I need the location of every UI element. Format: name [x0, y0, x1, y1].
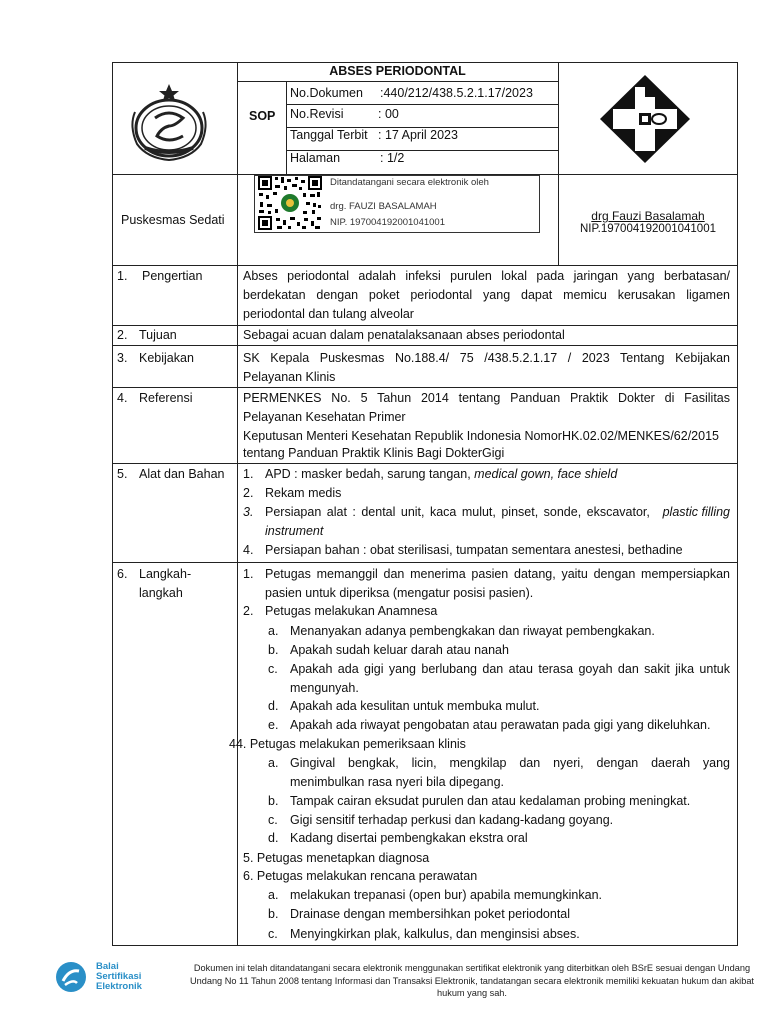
substep-text: Apakah sudah keluar darah atau nanah	[290, 643, 509, 657]
doc-number-value: :440/212/438.5.2.1.17/2023	[380, 86, 533, 100]
section-label-langkah: Langkah-	[139, 567, 192, 581]
regency-seal-icon	[125, 82, 213, 162]
footer-line: hukum yang sah.	[437, 988, 507, 998]
item-text-italic: medical gown, face shield	[474, 467, 618, 481]
list-item: Rekam medis	[265, 486, 342, 500]
sop-label: SOP	[249, 109, 276, 123]
referensi-line: Keputusan Menteri Kesehatan Republik Indonesia NomorHK.02.02/MENKES/62/2015	[243, 429, 719, 443]
substep-text: Gingival bengkak, licin, mengkilap dan nyeri, dengan daerah yang	[290, 756, 730, 770]
substep-letter: a.	[268, 888, 279, 902]
puskesmas-cross-logo-icon	[596, 73, 694, 165]
section-label-referensi: Referensi	[139, 391, 193, 405]
e-signature-text: Ditandatangani secara elektronik oleh	[330, 177, 489, 188]
step-text: pasien untuk diperiksa (mengatur posisi pasien).	[265, 586, 534, 600]
bsre-logo-icon	[55, 961, 87, 993]
substep-text: Apakah ada kesulitan untuk membuka mulut.	[290, 699, 540, 713]
section-divider-1	[112, 325, 738, 326]
document-title: ABSES PERIODONTAL	[329, 64, 466, 78]
substep-text: Apakah ada gigi yang berlubang dan atau terasa goyah dan sakit jika untuk	[290, 662, 730, 676]
substep-text: Kadang disertai pembengkakan ekstra oral	[290, 831, 528, 845]
substep-text: menimbulkan rasa nyeri bila dipegang.	[290, 775, 505, 789]
signer-nip: NIP.197004192001041001	[579, 223, 716, 235]
bsre-text: Elektronik	[96, 981, 142, 992]
item-text: APD : masker bedah, sarung tangan,	[265, 467, 475, 481]
substep-letter: e.	[268, 718, 279, 732]
substep-letter: c.	[268, 927, 278, 941]
substep-letter: c.	[268, 813, 278, 827]
item-text-italic: plastic filling	[662, 505, 730, 519]
item-text: Persiapan alat : dental unit, kaca mulut, pinset, sonde, ekscavator,	[265, 505, 650, 519]
bsre-text: Sertifikasi	[96, 971, 142, 982]
substep-letter: b.	[268, 794, 279, 808]
tujuan-text: Sebagai acuan dalam penatalaksanaan abses periodontal	[243, 328, 565, 342]
table-border-right	[737, 62, 738, 946]
bsre-wordmark	[96, 962, 142, 992]
list-item	[265, 466, 617, 482]
referensi-line: PERMENKES No. 5 Tahun 2014 tentang Panduan Praktik Dokter di Fasilitas	[243, 391, 730, 405]
substep-letter: d.	[268, 699, 279, 713]
step-number: 2.	[243, 604, 254, 618]
bsre-text: Balai	[96, 961, 119, 972]
list-number: 4.	[243, 543, 254, 557]
step-text: 44. Petugas melakukan pemeriksaan klinis	[229, 737, 466, 751]
item-text-italic: instrument	[265, 524, 324, 538]
footer-line: Dokumen ini telah ditandatangani secara elektronik menggunakan sertifikat elektronik yang diterbitkan oleh BSrE sesuai dengan Undang	[193, 963, 751, 973]
kebijakan-line: Pelayanan Klinis	[243, 370, 336, 384]
step-text: Petugas melakukan Anamnesa	[265, 604, 438, 618]
section-label-pengertian: Pengertian	[142, 269, 203, 283]
pengertian-line: Abses periodontal adalah infeksi purulen lokal pada jaringan yang berbatasan/	[243, 269, 730, 283]
list-item	[265, 504, 730, 520]
substep-letter: b.	[268, 907, 279, 921]
section-label-alat-bahan: Alat dan Bahan	[139, 467, 225, 481]
substep-text: Menyingkirkan plak, kalkulus, dan menginsisi abses.	[290, 927, 580, 941]
substep-text: Tampak cairan eksudat purulen dan atau kedalaman probing meningkat.	[290, 794, 691, 808]
pengertian-line: periodontal dan tulang alveolar	[243, 307, 414, 321]
section-number: 6.	[117, 567, 128, 581]
revision-value: : 00	[378, 107, 399, 121]
section-divider-2	[112, 345, 738, 346]
step-text: Petugas memanggil dan menerima pasien datang, yaitu dengan mempersiapkan	[265, 567, 730, 581]
footer-notice	[168, 962, 768, 1000]
pengertian-line: berdekatan dengan poket periodontal yang dapat memicu kerusakan ligamen	[243, 288, 730, 302]
substep-letter: d.	[268, 831, 279, 845]
doc-number-label: No.Dokumen	[290, 86, 363, 100]
list-number: 2.	[243, 486, 254, 500]
list-number: 1.	[243, 467, 254, 481]
header-bottom-divider	[112, 265, 738, 266]
e-signature-nip: NIP. 197004192001041001	[330, 217, 445, 228]
qr-code-icon	[257, 175, 323, 231]
footer-line: Undang No 11 Tahun 2008 tentang Informasi dan Transaksi Elektronik, tandatangan secara elektronik memiliki kekuatan hukum dan akibat	[189, 975, 754, 986]
section-label-langkah: langkah	[139, 586, 183, 600]
kebijakan-line: SK Kepala Puskesmas No.188.4/ 75 /438.5.2.1.17 / 2023 Tentang Kebijakan	[243, 351, 730, 365]
referensi-line: Pelayanan Kesehatan Primer	[243, 410, 406, 424]
substep-letter: a.	[268, 756, 279, 770]
list-item: Persiapan bahan : obat sterilisasi, tumpatan sementara anestesi, bethadine	[265, 543, 683, 557]
section-number: 1.	[117, 269, 128, 283]
date-value: : 17 April 2023	[378, 128, 458, 142]
substep-text: Drainase dengan membersihkan poket periodontal	[290, 907, 571, 921]
page-value: : 1/2	[380, 151, 405, 165]
e-signature-signer: drg. FAUZI BASALAMAH	[330, 201, 437, 212]
table-border-left	[112, 62, 113, 946]
signer-name: drg Fauzi Basalamah	[591, 209, 705, 223]
substep-letter: a.	[268, 624, 279, 638]
doc-row-divider	[286, 104, 558, 105]
list-number: 3.	[243, 505, 254, 519]
substep-text: Apakah ada riwayat pengobatan atau perawatan pada gigi yang dikeluhkan.	[290, 718, 711, 732]
section-divider-3	[112, 387, 738, 388]
section-label-kebijakan: Kebijakan	[139, 351, 194, 365]
substep-text: mengunyah.	[290, 681, 359, 695]
revision-label: No.Revisi	[290, 107, 344, 121]
page-label: Halaman	[290, 151, 341, 165]
organization-name: Puskesmas Sedati	[121, 213, 225, 227]
section-divider-5	[112, 562, 738, 563]
substep-letter: c.	[268, 662, 278, 676]
substep-text: Menanyakan adanya pembengkakan dan riwayat pembengkakan.	[290, 624, 655, 638]
section-number: 3.	[117, 351, 128, 365]
step-number: 1.	[243, 567, 254, 581]
section-label-tujuan: Tujuan	[139, 328, 177, 342]
section-number: 4.	[117, 391, 128, 405]
referensi-line: tentang Panduan Praktik Klinis Bagi DokterGigi	[243, 446, 505, 460]
section-number: 2.	[117, 328, 128, 342]
step-text: 5. Petugas menetapkan diagnosa	[243, 851, 430, 865]
substep-text: melakukan trepanasi (open bur) apabila memungkinkan.	[290, 888, 602, 902]
table-border-bottom	[112, 945, 738, 946]
section-divider-4	[112, 463, 738, 464]
date-label: Tanggal Terbit	[290, 128, 368, 142]
substep-letter: b.	[268, 643, 279, 657]
label-column-divider	[237, 62, 238, 946]
section-number: 5.	[117, 467, 128, 481]
substep-text: Gigi sensitif terhadap perkusi dan kadang-kadang goyang.	[290, 813, 614, 827]
step-text: 6. Petugas melakukan rencana perawatan	[243, 869, 478, 883]
